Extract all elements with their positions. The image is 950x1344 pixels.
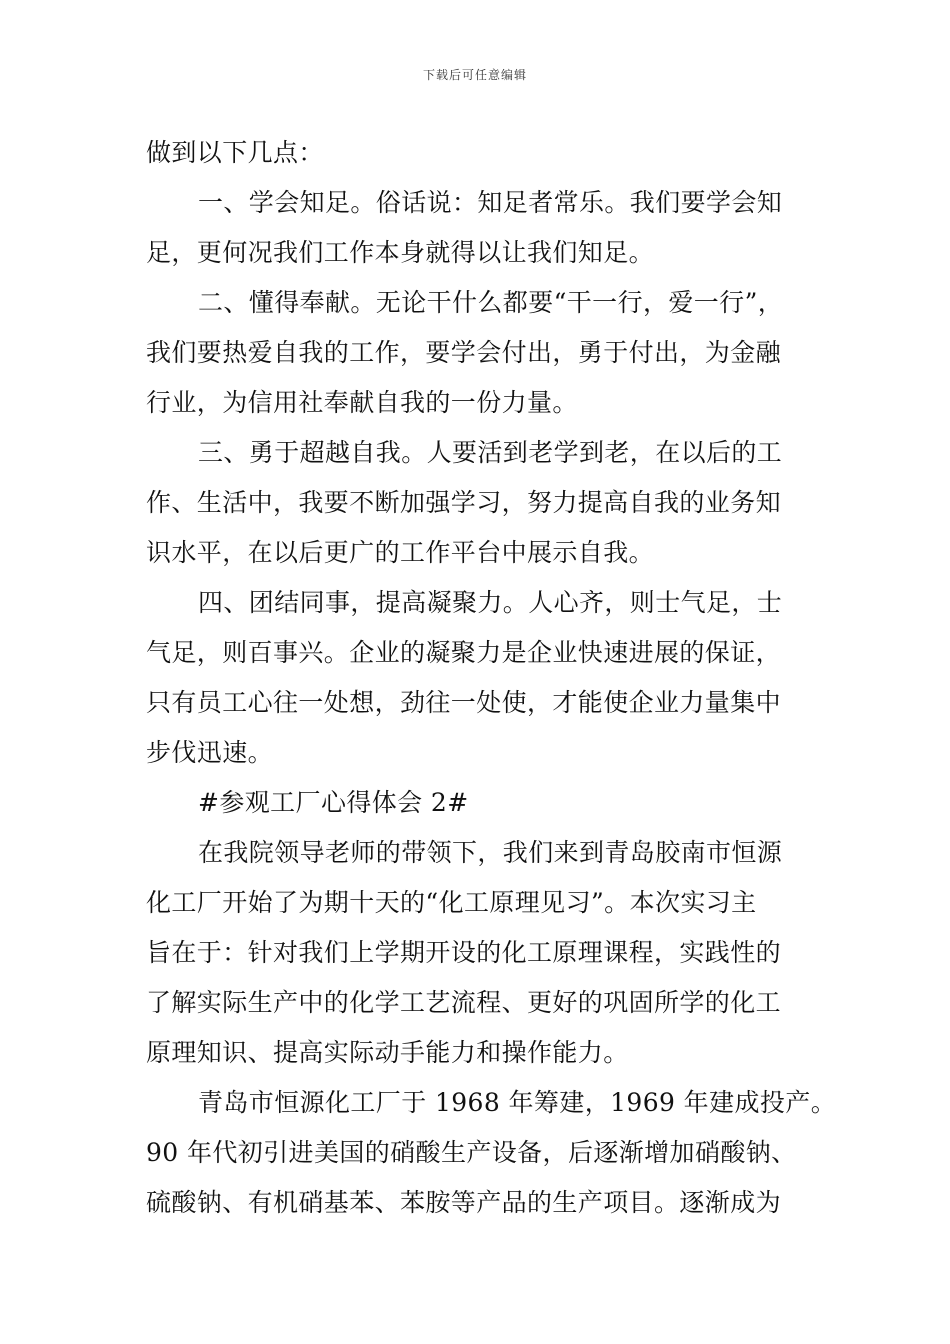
text-line: 旨在于：针对我们上学期开设的化工原理课程，实践性的 <box>146 938 782 967</box>
text-line: 青岛市恒源化工厂于 1968 年筹建，1969 年建成投产。 <box>198 1088 837 1117</box>
page-header: 下载后可任意编辑 <box>422 68 527 82</box>
text-line: 四、团结同事，提高凝聚力。人心齐，则士气足，士 <box>198 588 783 617</box>
text-line: 识水平，在以后更广的工作平台中展示自我。 <box>146 538 655 567</box>
text-line: 只有员工心往一处想，劲往一处使，才能使企业力量集中 <box>146 688 782 717</box>
text-line: 硫酸钠、有机硝基苯、苯胺等产品的生产项目。逐渐成为 <box>146 1188 782 1217</box>
text-line: 作、生活中，我要不断加强学习，努力提高自我的业务知 <box>146 488 782 517</box>
text-line: 足，更何况我们工作本身就得以让我们知足。 <box>146 238 655 267</box>
text-line: 了解实际生产中的化学工艺流程、更好的巩固所学的化工 <box>146 988 782 1017</box>
text-line: 步伐迅速。 <box>146 738 274 767</box>
section-heading: #参观工厂心得体会 2# <box>198 788 469 817</box>
text-line: 原理知识、提高实际动手能力和操作能力。 <box>146 1038 629 1067</box>
text-line: 二、懂得奉献。无论干什么都要“干一行，爱一行”， <box>198 288 784 317</box>
text-line: 行业，为信用社奉献自我的一份力量。 <box>146 388 578 417</box>
text-line: 90 年代初引进美国的硝酸生产设备，后逐渐增加硝酸钠、 <box>146 1138 797 1167</box>
text-line: 在我院领导老师的带领下，我们来到青岛胶南市恒源 <box>198 838 783 867</box>
text-line: 三、勇于超越自我。人要活到老学到老，在以后的工 <box>198 438 783 467</box>
text-line: 做到以下几点： <box>146 138 324 167</box>
text-line: 气足，则百事兴。企业的凝聚力是企业快速进展的保证， <box>146 638 782 667</box>
text-line: 一、学会知足。俗话说：知足者常乐。我们要学会知 <box>198 188 783 217</box>
text-line: 我们要热爱自我的工作，要学会付出，勇于付出，为金融 <box>146 338 782 367</box>
text-line: 化工厂开始了为期十天的“化工原理见习”。本次实习主 <box>146 888 757 917</box>
document-body <box>146 128 837 1228</box>
